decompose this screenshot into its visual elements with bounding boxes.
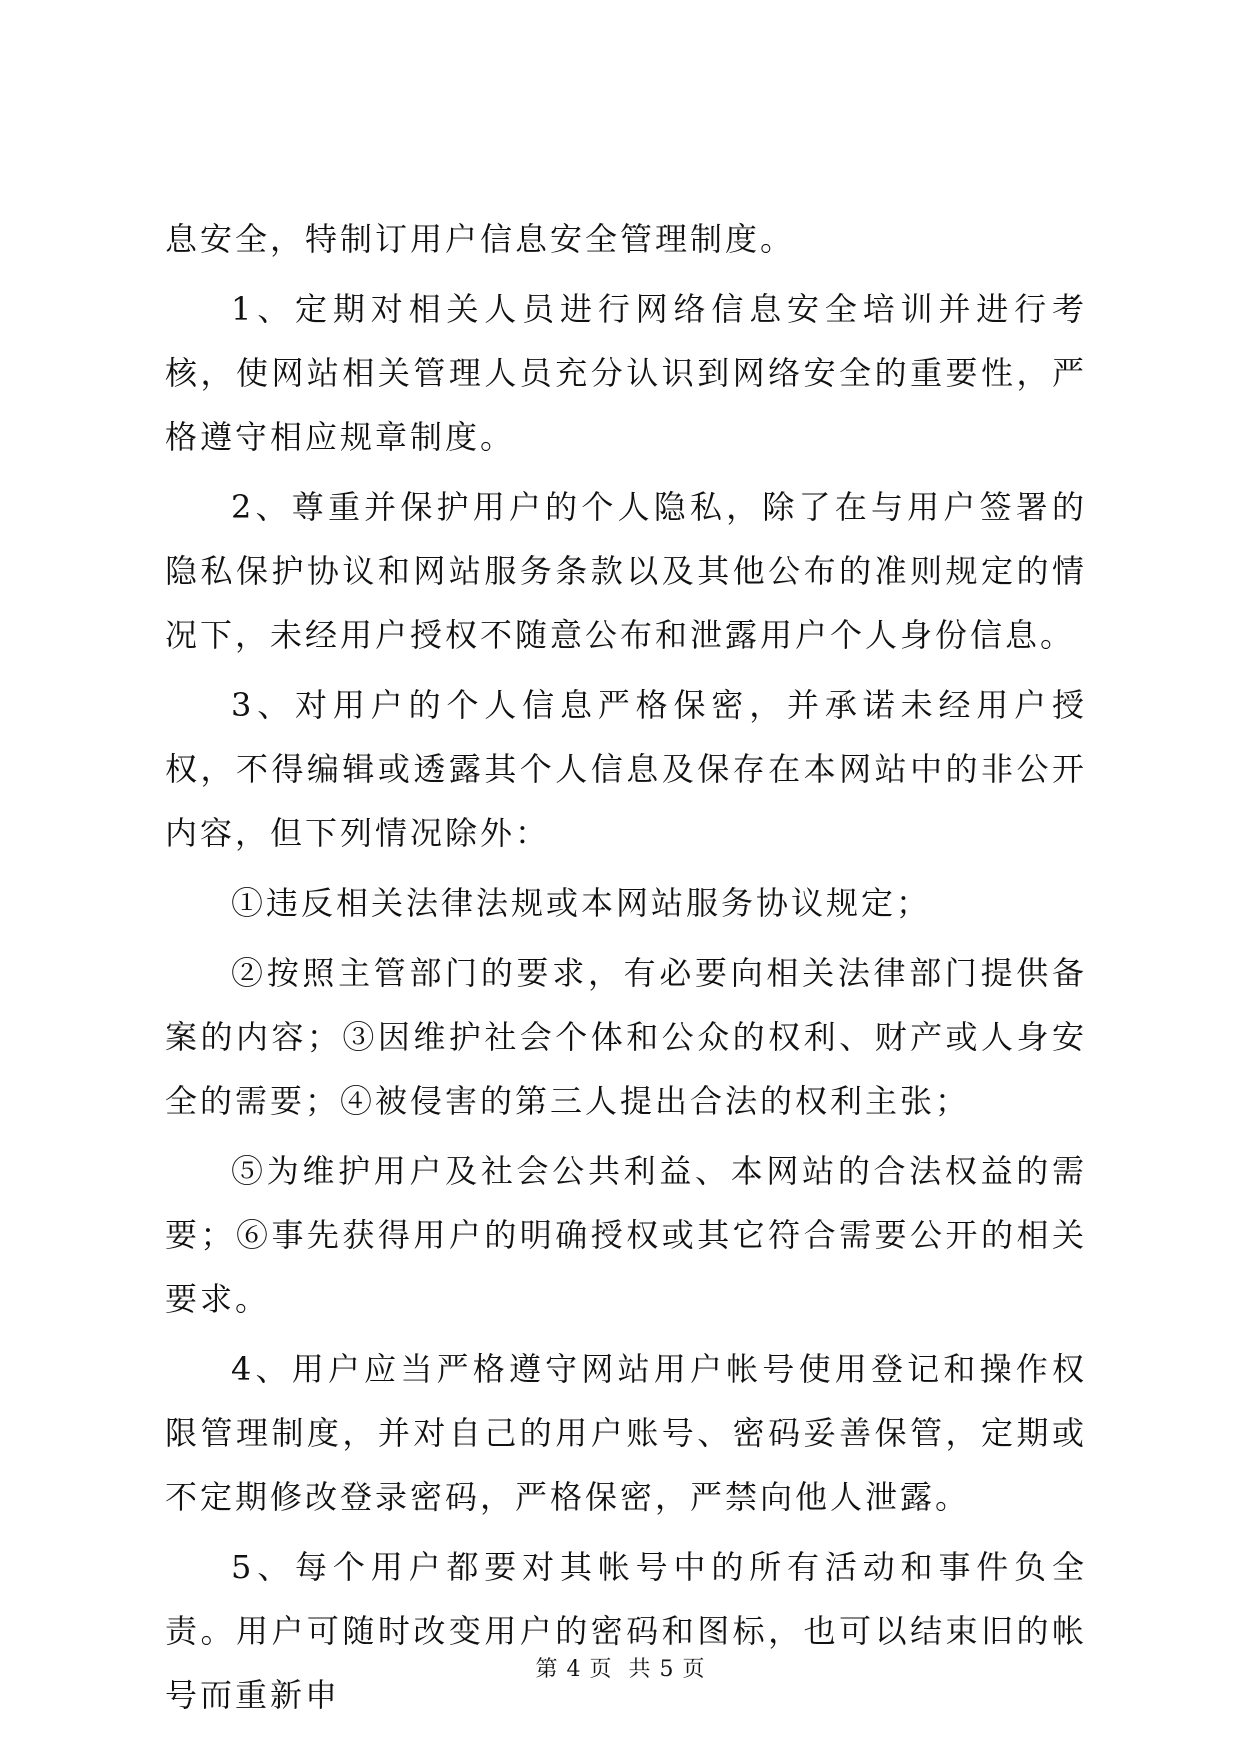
paragraph-exception-1: ①违反相关法律法规或本网站服务协议规定； — [231, 884, 932, 922]
paragraph-item-5: 5、每个用户都要对其帐号中的所有活动和事件负全责。用户可随时改变用户的密码和图标，也可以结束旧的帐号而重新申 — [165, 1548, 1087, 1714]
paragraph-item-2: 2、尊重并保护用户的个人隐私，除了在与用户签署的隐私保护协议和网站服务条款以及其他公布的准则规定的情况下，未经用户授权不随意公布和泄露用户个人身份信息。 — [165, 488, 1087, 654]
paragraph-item-4: 4、用户应当严格遵守网站用户帐号使用登记和操作权限管理制度，并对自己的用户账号、密码妥善保管，定期或不定期修改登录密码，严格保密，严禁向他人泄露。 — [165, 1350, 1087, 1516]
paragraph-item-1: 1、定期对相关人员进行网络信息安全培训并进行考核，使网站相关管理人员充分认识到网络安全的重要性，严格遵守相应规章制度。 — [165, 290, 1087, 456]
paragraph-exception-2-4: ②按照主管部门的要求，有必要向相关法律部门提供备案的内容；③因维护社会个体和公众的权利、财产或人身安全的需要；④被侵害的第三人提出合法的权利主张； — [165, 954, 1087, 1120]
paragraph-continuation: 息安全，特制订用户信息安全管理制度。 — [165, 220, 796, 258]
page-number: 第 4 页 共 5 页 — [535, 1657, 706, 1682]
paragraph-exception-5-6: ⑤为维护用户及社会公共利益、本网站的合法权益的需要；⑥事先获得用户的明确授权或其它符合需要公开的相关要求。 — [165, 1152, 1087, 1318]
paragraph-item-3: 3、对用户的个人信息严格保密，并承诺未经用户授权，不得编辑或透露其个人信息及保存在本网站中的非公开内容，但下列情况除外： — [165, 686, 1087, 852]
document-body — [165, 207, 1087, 1733]
page-footer — [0, 1652, 1241, 1683]
